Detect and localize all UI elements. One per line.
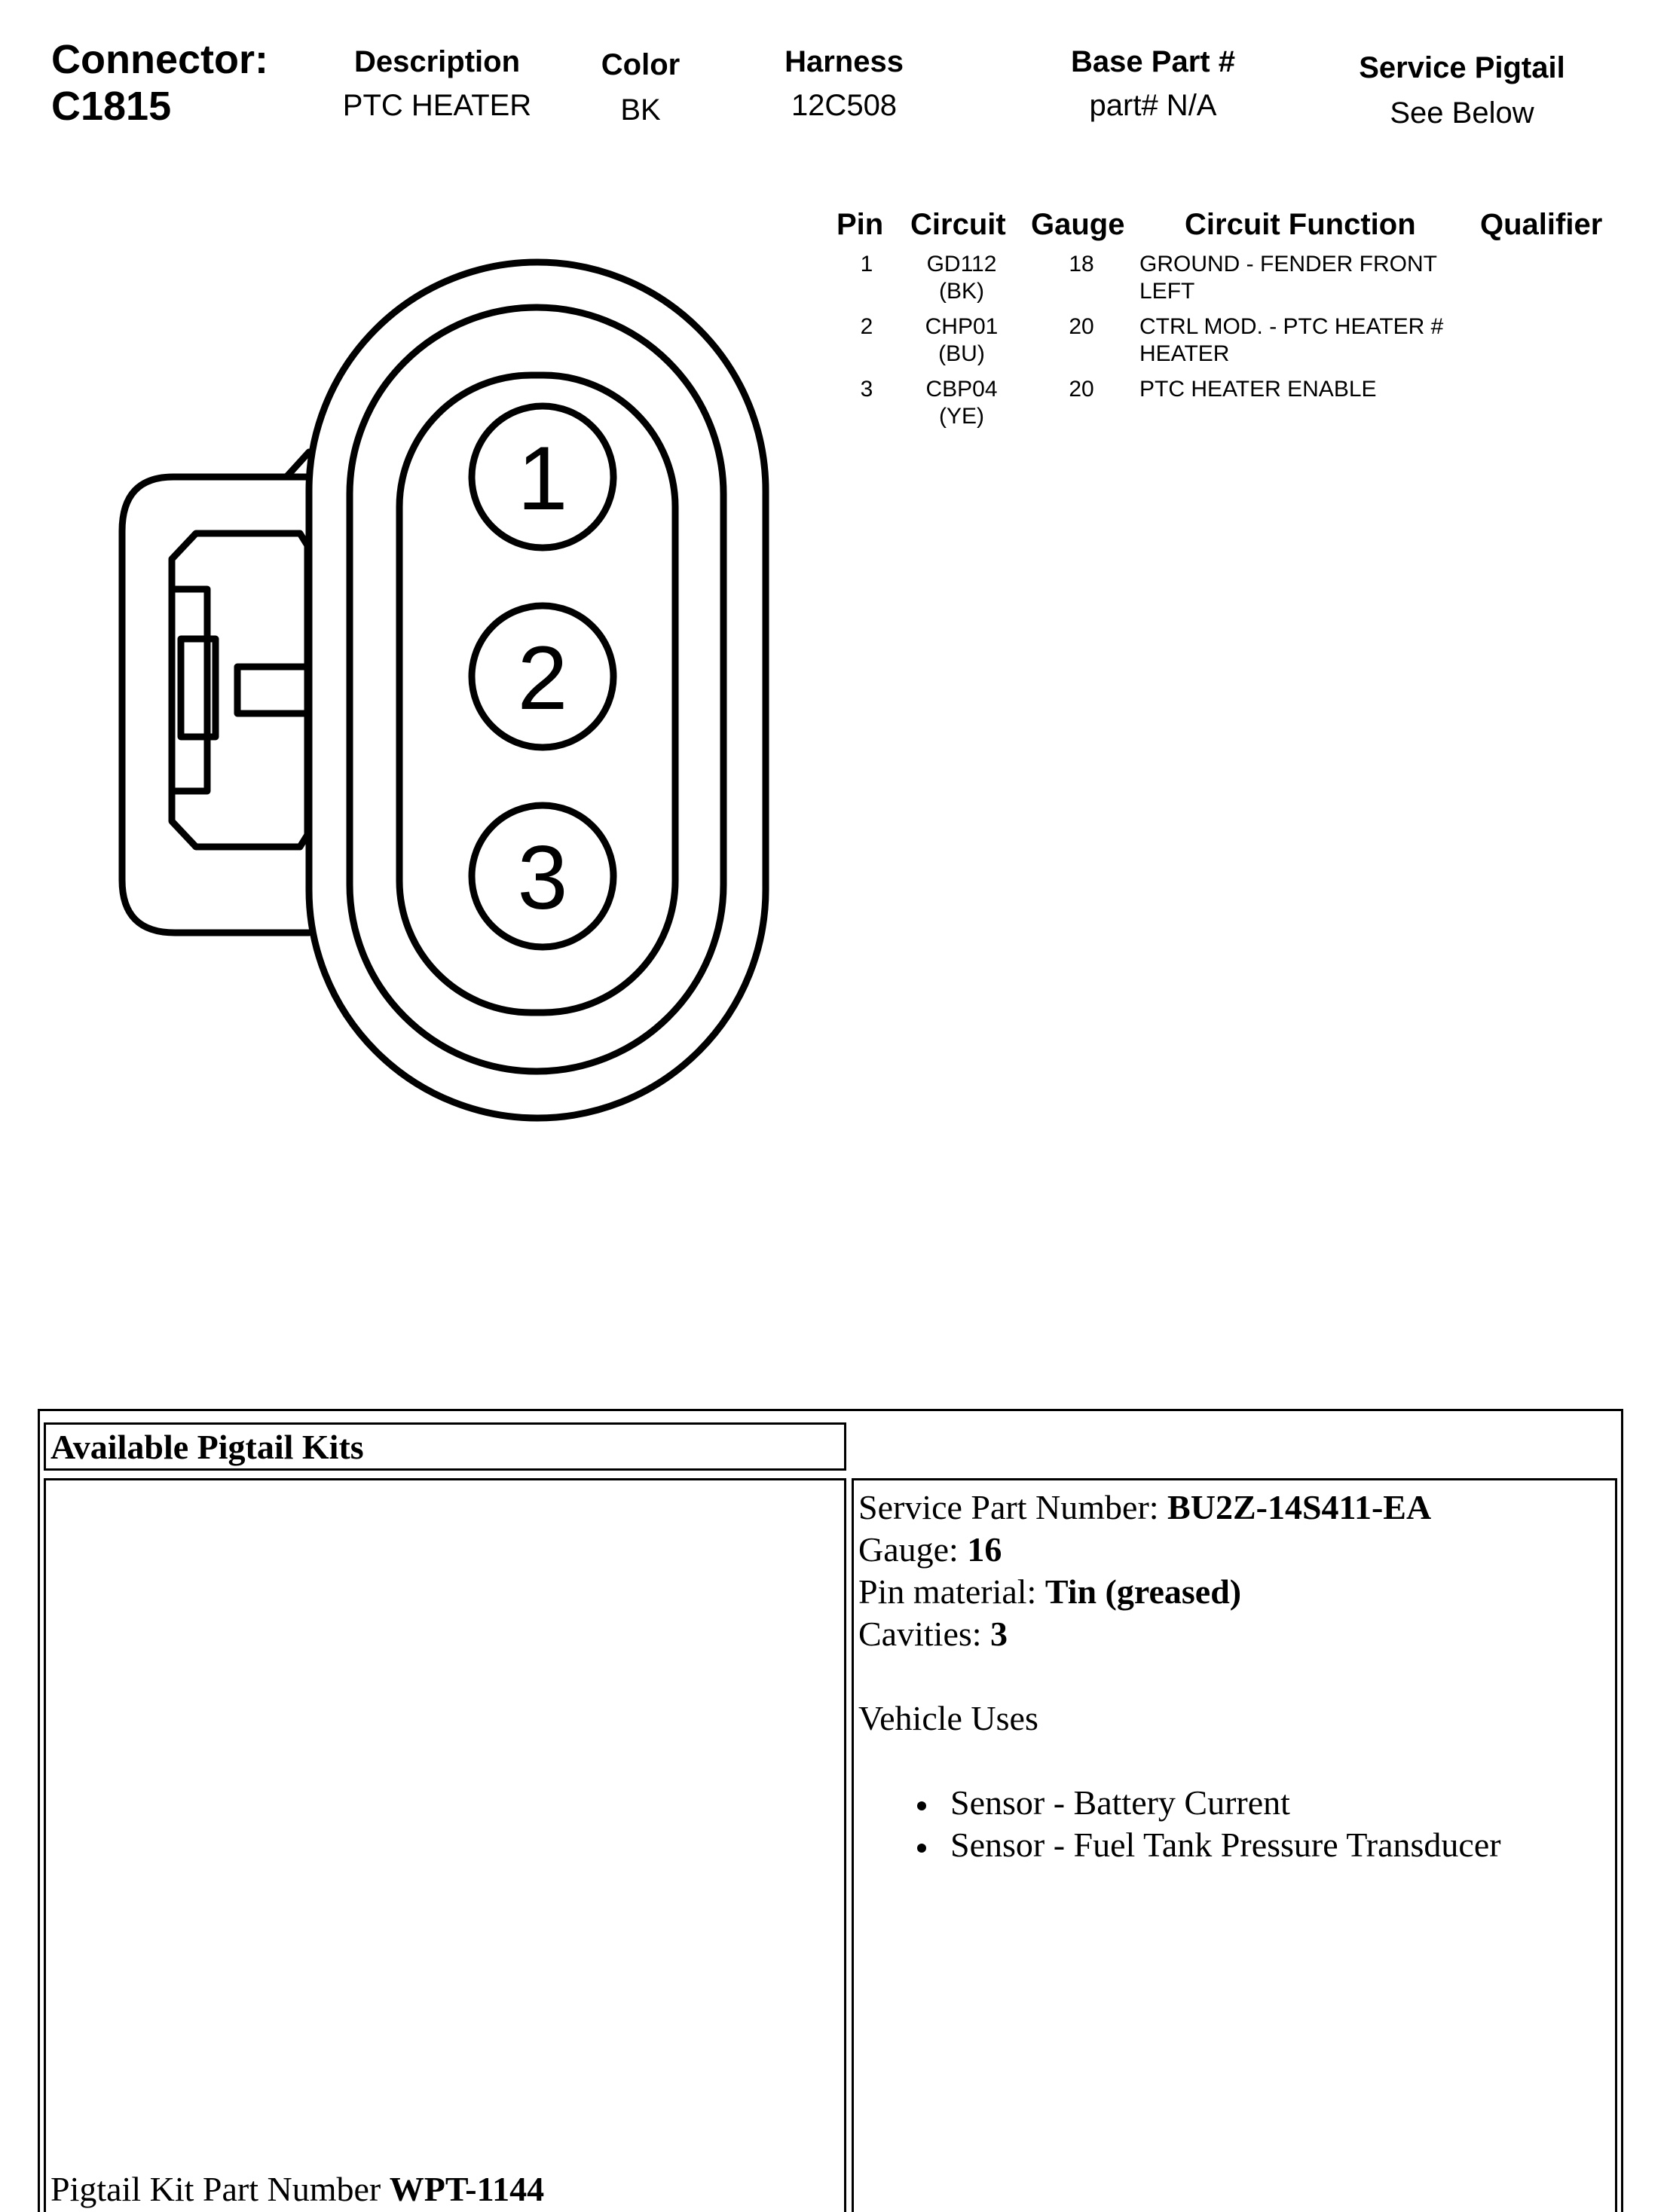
gauge — [858, 1529, 1501, 1571]
pin-material-label: Pin material: — [858, 1572, 1045, 1611]
service-pigtail-value: See Below — [1390, 96, 1534, 130]
wire-gauge: 20 — [1069, 314, 1094, 339]
pin-cavity-label: 3 — [517, 827, 568, 928]
wire-gauge: 20 — [1069, 377, 1094, 402]
service-part-number — [858, 1486, 1501, 1529]
base-part-label: Base Part # — [1071, 45, 1235, 78]
gauge-value: 16 — [967, 1530, 1002, 1569]
pigtail-kit-number: WPT-1144 — [389, 2170, 545, 2208]
wire-color: (YE) — [939, 404, 984, 429]
circuit-code: CBP04 — [925, 377, 998, 402]
pin-number: 1 — [860, 252, 873, 276]
pigtail-kit-line — [50, 2167, 544, 2212]
pigtail-details — [858, 1486, 1501, 1866]
circuit-function: PTC HEATER ENABLE — [1139, 377, 1377, 402]
connector-face-diagram — [0, 0, 829, 1145]
service-part-number-value: BU2Z-14S411-EA — [1167, 1488, 1432, 1526]
cavities-label: Cavities: — [858, 1615, 991, 1653]
pin-cavity-label: 2 — [517, 628, 568, 729]
service-part-number-label: Service Part Number: — [858, 1488, 1168, 1526]
color-label: Color — [601, 48, 681, 81]
pin-material-value: Tin (greased) — [1045, 1572, 1242, 1611]
circuit-code: GD112 — [926, 252, 997, 276]
pin-number: 2 — [860, 314, 873, 339]
connector-latch-bar — [172, 589, 207, 791]
spacer — [858, 1740, 1501, 1782]
pigtail-kit-cell — [44, 1478, 846, 2212]
wire-gauge: 18 — [1069, 252, 1094, 276]
pigtail-kit-label: Pigtail Kit Part Number — [50, 2170, 390, 2208]
pin-material — [858, 1571, 1501, 1613]
color-value: BK — [620, 93, 661, 127]
circuit-header: Circuit — [910, 208, 1006, 241]
description-value: PTC HEATER — [342, 89, 532, 122]
harness-label: Harness — [785, 45, 904, 78]
circuit-function-cont: LEFT — [1139, 279, 1195, 304]
vehicle-uses-list — [902, 1782, 1501, 1866]
spacer — [858, 1655, 1501, 1697]
pigtail-title-cell — [44, 1422, 846, 1471]
wire-color: (BU) — [938, 341, 985, 366]
pigtail-details-cell — [852, 1478, 1617, 2212]
vehicle-uses-title: Vehicle Uses — [858, 1699, 1038, 1737]
list-item: Sensor - Fuel Tank Pressure Transducer — [902, 1824, 1501, 1866]
gauge-header: Gauge — [1031, 208, 1125, 241]
pigtail-section-title: Available Pigtail Kits — [50, 1428, 364, 1466]
connector-id: C1815 — [51, 84, 172, 129]
qualifier-header: Qualifier — [1480, 208, 1603, 241]
gauge-label: Gauge: — [858, 1530, 968, 1569]
circuit-function-cont: HEATER — [1139, 341, 1230, 366]
circuit-function: GROUND - FENDER FRONT — [1139, 252, 1437, 276]
circuit-function-header: Circuit Function — [1185, 208, 1416, 241]
list-item: Sensor - Battery Current — [902, 1782, 1501, 1824]
pin-header: Pin — [837, 208, 884, 241]
description-label: Description — [353, 45, 521, 78]
cavities-value: 3 — [990, 1615, 1008, 1653]
pin-number: 3 — [860, 377, 873, 402]
circuit-function: CTRL MOD. - PTC HEATER # — [1139, 314, 1444, 339]
wire-color: (BK) — [939, 279, 984, 304]
service-pigtail-label: Service Pigtail — [1359, 51, 1565, 84]
cavities — [858, 1613, 1501, 1655]
harness-value: 12C508 — [791, 89, 898, 122]
connector-latch-key — [237, 667, 307, 713]
pin-cavity-label: 1 — [517, 428, 568, 529]
connector-latch-notch — [286, 452, 309, 477]
base-part-value: part# N/A — [1089, 89, 1217, 122]
circuit-code: CHP01 — [925, 314, 999, 339]
connector-label: Connector: — [51, 37, 268, 82]
